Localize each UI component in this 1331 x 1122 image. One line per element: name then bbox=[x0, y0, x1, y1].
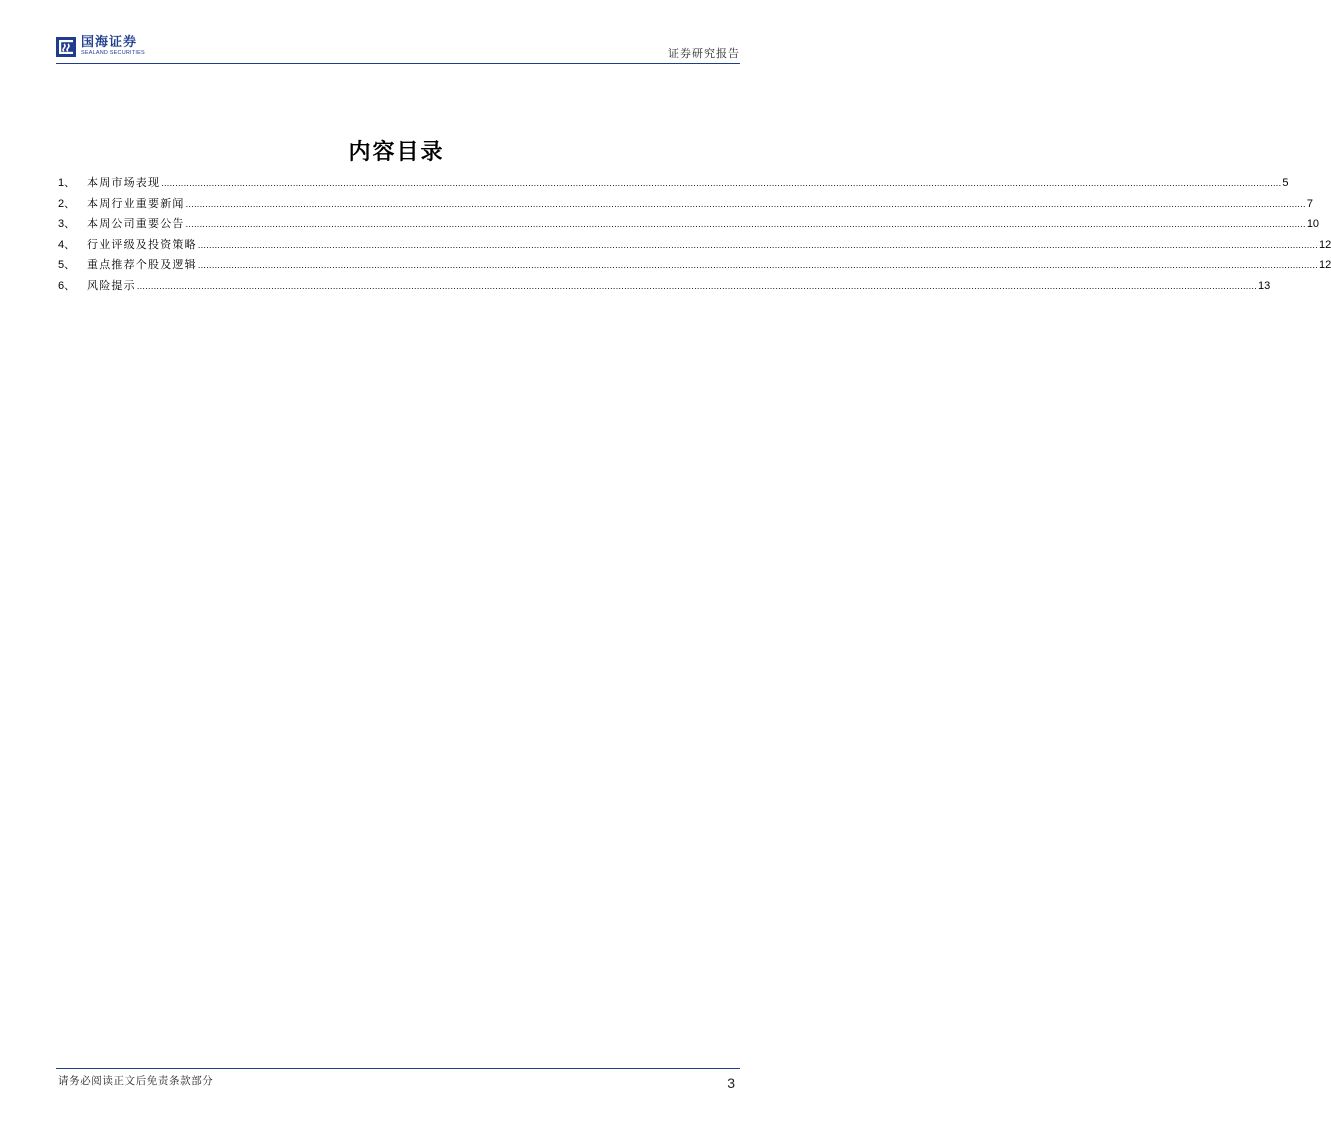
toc-leader-dots: ................................................................................................................................................................................................................................................................................................................................................................................................................ bbox=[185, 198, 1306, 209]
toc-entry[interactable] bbox=[58, 176, 1289, 197]
toc-entry-label: 本周公司重要公告 bbox=[87, 217, 185, 231]
toc-entry-page: 12 bbox=[1319, 238, 1331, 251]
footer-divider bbox=[56, 1068, 740, 1069]
sealand-logo-icon bbox=[56, 37, 76, 57]
toc-entry-label: 本周行业重要新闻 bbox=[87, 196, 185, 210]
toc-title: 内容目录 bbox=[348, 139, 445, 165]
document-type: 证券研究报告 bbox=[668, 47, 740, 60]
toc-leader-dots: ................................................................................................................................................................................................................................................................................................................................................................................................................ bbox=[185, 219, 1306, 230]
toc-entry[interactable] bbox=[58, 237, 1331, 259]
toc-leader-dots: ................................................................................................................................................................................................................................................................................................................................................................................................................ bbox=[161, 178, 1282, 188]
toc-entry-number: 3、 bbox=[58, 218, 76, 231]
toc-entry[interactable] bbox=[58, 258, 1331, 279]
toc-entry-number: 4、 bbox=[58, 238, 76, 251]
page-header bbox=[56, 36, 740, 63]
footer-disclaimer: 请务必阅读正文后免责条款部分 bbox=[58, 1075, 214, 1087]
toc-entry-page: 7 bbox=[1306, 197, 1313, 210]
toc-entry-number: 2、 bbox=[58, 197, 76, 210]
toc-entry[interactable] bbox=[58, 217, 1320, 238]
toc-leader-dots: ................................................................................................................................................................................................................................................................................................................................................................................................................ bbox=[197, 239, 1319, 250]
toc-entry-label: 本周市场表现 bbox=[87, 176, 161, 189]
table-of-contents bbox=[58, 176, 1331, 300]
sealand-logo bbox=[56, 36, 145, 60]
toc-entry-label: 风险提示 bbox=[87, 278, 136, 292]
toc-entry-page: 5 bbox=[1282, 177, 1289, 189]
toc-entry-number: 6、 bbox=[58, 279, 76, 292]
toc-entry-page: 12 bbox=[1319, 259, 1331, 272]
header-divider bbox=[56, 63, 740, 64]
logo-english-name: SEALAND SECURITIES bbox=[81, 50, 145, 56]
toc-entry-page: 13 bbox=[1258, 279, 1271, 292]
page-number: 3 bbox=[727, 1075, 735, 1091]
toc-leader-dots: ................................................................................................................................................................................................................................................................................................................................................................................................................ bbox=[197, 260, 1319, 271]
toc-entry[interactable] bbox=[58, 278, 1271, 300]
toc-entry[interactable] bbox=[58, 196, 1313, 218]
toc-entry-label: 重点推荐个股及逻辑 bbox=[87, 258, 197, 272]
toc-entry-number: 1、 bbox=[58, 177, 76, 189]
toc-leader-dots: ................................................................................................................................................................................................................................................................................................................................................................................................................ bbox=[136, 280, 1258, 291]
logo-chinese-name: 国海证券 bbox=[81, 35, 138, 50]
toc-entry-label: 行业评级及投资策略 bbox=[87, 237, 197, 251]
toc-entry-number: 5、 bbox=[58, 259, 76, 272]
toc-entry-page: 10 bbox=[1306, 218, 1320, 231]
